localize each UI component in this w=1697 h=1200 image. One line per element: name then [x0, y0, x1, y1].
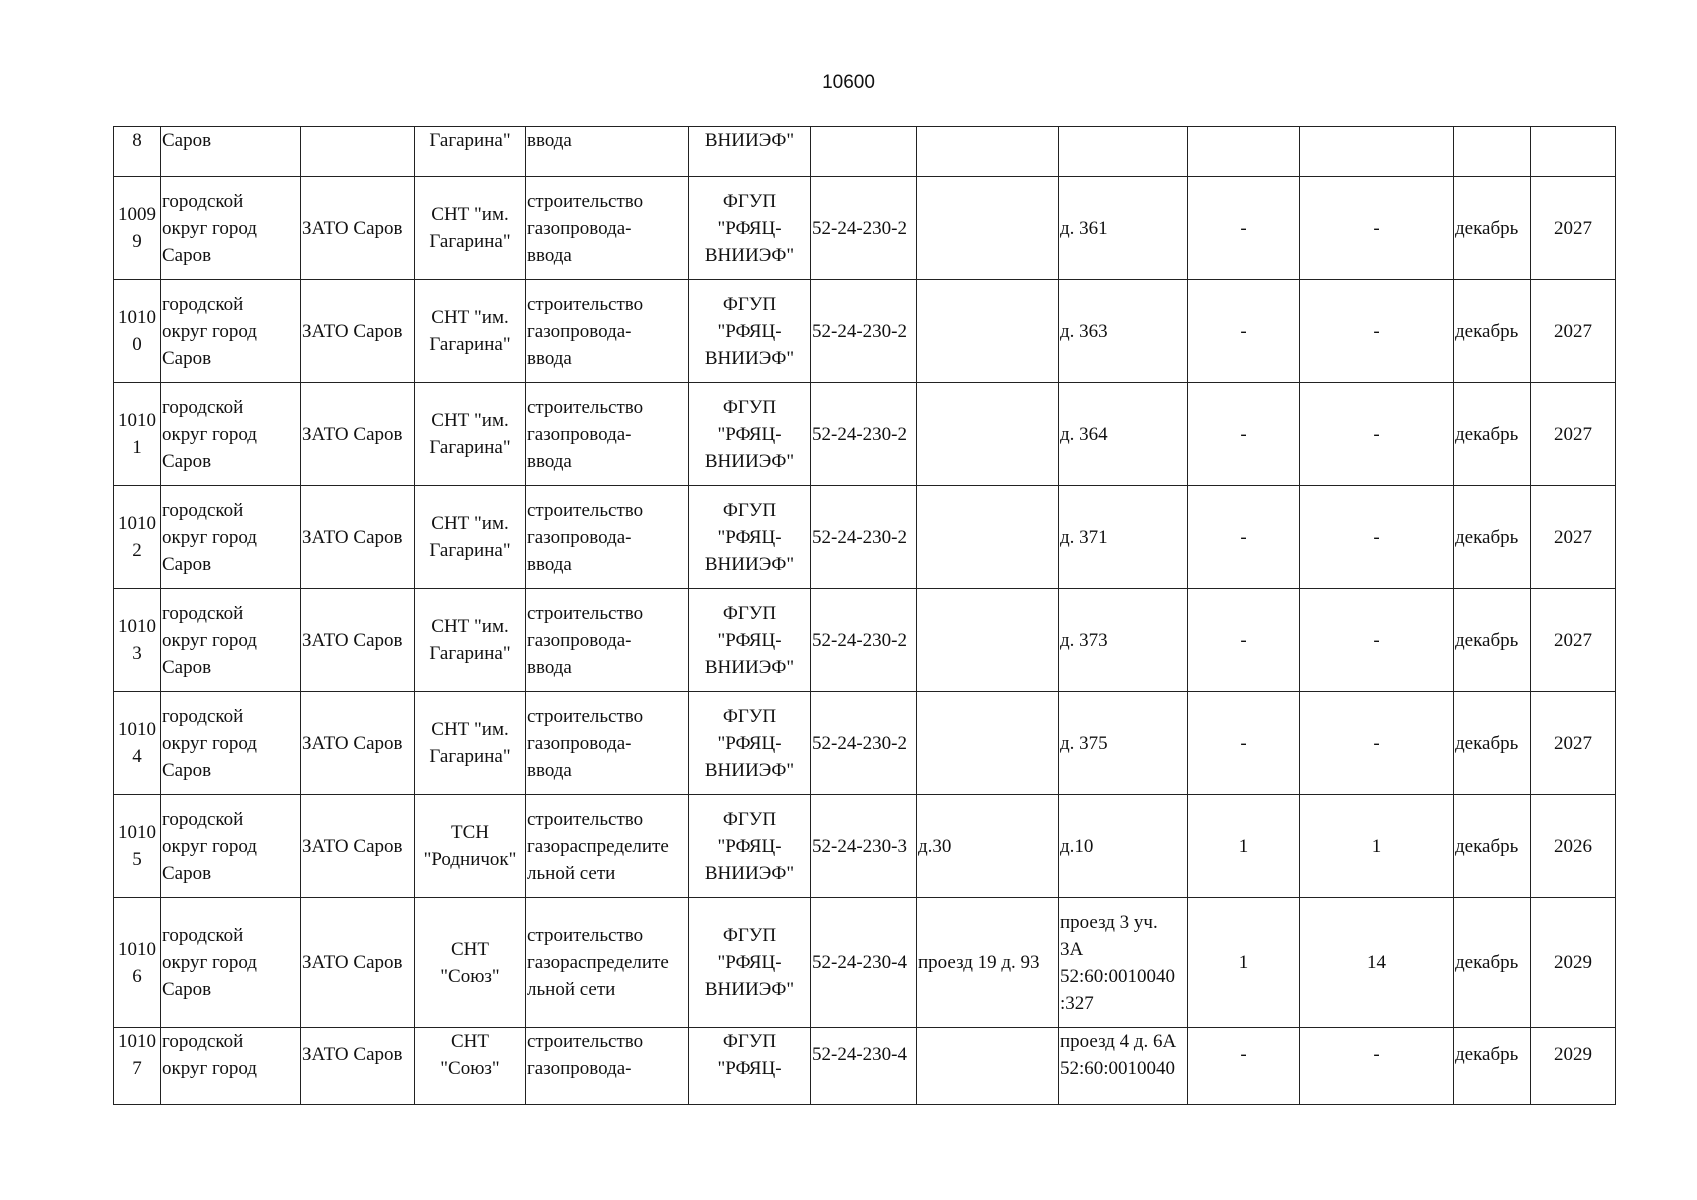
address-from-cell-text [918, 1028, 1057, 1041]
quantity-1-cell-text: - [1240, 1044, 1247, 1065]
row-number-cell [114, 127, 161, 177]
settlement-cell [415, 795, 526, 898]
quantity-2-cell-text: - [1373, 732, 1380, 754]
object-code-cell [811, 280, 917, 383]
quantity-2-cell-text: 1 [1371, 835, 1382, 857]
address-to-cell [1059, 280, 1188, 383]
month-cell [1454, 177, 1531, 280]
row-number-cell [114, 280, 161, 383]
address-to-cell-text: проезд 4 д. 6А 52:60:0010040 [1060, 1031, 1177, 1079]
row-number-cell-text: 10103 [118, 616, 156, 664]
quantity-1-cell-text: - [1240, 732, 1247, 754]
district-cell-text: ЗАТО Саров [302, 952, 403, 973]
year-cell [1531, 692, 1616, 795]
organization-cell-text: ФГУП "РФЯЦ- ВНИИЭФ" [704, 293, 795, 369]
quantity-2-cell-text: - [1373, 217, 1380, 239]
organization-cell [689, 1028, 811, 1105]
month-cell [1454, 383, 1531, 486]
work-type-cell-text: строительство газопровода- ввода [527, 293, 644, 369]
work-type-cell-text: строительство газопровода- ввода [527, 705, 644, 781]
settlement-cell-text: СНТ "Союз" [440, 938, 500, 987]
address-from-cell-text: д.30 [918, 835, 952, 857]
object-code-cell-text: 52-24-230-2 [812, 732, 907, 754]
object-code-cell-text: 52-24-230-4 [812, 1044, 907, 1065]
row-number-cell-text: 10101 [118, 410, 156, 458]
year-cell [1531, 898, 1616, 1028]
work-type-cell [526, 1028, 689, 1105]
row-number-cell [114, 692, 161, 795]
settlement-cell-text: СНТ "им. Гагарина" [429, 513, 511, 561]
object-code-cell [811, 127, 917, 177]
quantity-1-cell-text: - [1240, 629, 1247, 651]
organization-cell [689, 383, 811, 486]
quantity-1-cell [1188, 383, 1300, 486]
year-cell-text: 2027 [1554, 423, 1592, 445]
organization-cell [689, 795, 811, 898]
work-type-cell-text: строительство газопровода- ввода [527, 190, 644, 266]
year-cell-text: 2027 [1554, 217, 1592, 239]
address-to-cell-text: д. 373 [1060, 629, 1108, 651]
organization-cell-text: ФГУП "РФЯЦ- ВНИИЭФ" [704, 602, 795, 678]
year-cell [1531, 280, 1616, 383]
page-number: 10600 [822, 72, 875, 93]
object-code-cell [811, 692, 917, 795]
address-from-cell [917, 692, 1059, 795]
work-type-cell [526, 486, 689, 589]
year-cell [1531, 795, 1616, 898]
construction-schedule-table [113, 126, 1616, 1105]
municipality-cell [161, 280, 301, 383]
quantity-2-cell [1300, 486, 1454, 589]
organization-cell-text: ВНИИЭФ" [704, 130, 795, 151]
row-number-cell-text: 10104 [118, 719, 156, 767]
address-to-cell-text: д. 361 [1060, 217, 1108, 239]
year-cell-text: 2026 [1554, 835, 1592, 857]
object-code-cell [811, 1028, 917, 1105]
row-number-cell-text: 10102 [118, 513, 156, 561]
table-row [114, 1028, 1616, 1105]
object-code-cell [811, 177, 917, 280]
work-type-cell-text: строительство газопровода- ввода [527, 602, 644, 678]
district-cell-text: ЗАТО Саров [302, 835, 403, 857]
row-number-cell-text: 10107 [118, 1031, 156, 1079]
year-cell-text: 2029 [1554, 1044, 1592, 1065]
quantity-1-cell-text: 1 [1238, 835, 1249, 857]
table-row [114, 589, 1616, 692]
address-from-cell [917, 589, 1059, 692]
month-cell-text: декабрь [1455, 629, 1519, 651]
settlement-cell-text: СНТ "им. Гагарина" [429, 204, 511, 252]
address-from-cell [917, 795, 1059, 898]
address-to-cell [1059, 486, 1188, 589]
municipality-cell-text: городской округ город Саров [162, 705, 257, 781]
municipality-cell-text: Саров [162, 130, 212, 151]
table-row [114, 486, 1616, 589]
district-cell-text: ЗАТО Саров [302, 526, 403, 548]
settlement-cell-text: СНТ "им. Гагарина" [429, 307, 511, 355]
table-row [114, 177, 1616, 280]
organization-cell [689, 280, 811, 383]
quantity-2-cell [1300, 280, 1454, 383]
address-from-cell-text: проезд 19 д. 93 [918, 952, 1040, 973]
quantity-2-cell [1300, 589, 1454, 692]
object-code-cell [811, 383, 917, 486]
address-from-cell [917, 177, 1059, 280]
quantity-2-cell [1300, 795, 1454, 898]
organization-cell-text: ФГУП "РФЯЦ- ВНИИЭФ" [704, 396, 795, 472]
quantity-1-cell-text: - [1240, 423, 1247, 445]
quantity-2-cell-text: - [1373, 1044, 1380, 1065]
object-code-cell-text: 52-24-230-2 [812, 320, 907, 342]
quantity-2-cell [1300, 177, 1454, 280]
address-to-cell [1059, 1028, 1188, 1105]
address-to-cell [1059, 795, 1188, 898]
district-cell-text: ЗАТО Саров [302, 629, 403, 651]
municipality-cell [161, 692, 301, 795]
address-from-cell [917, 280, 1059, 383]
month-cell [1454, 898, 1531, 1028]
quantity-2-cell-text: 14 [1367, 952, 1386, 973]
organization-cell-text: ФГУП "РФЯЦ- [717, 1031, 782, 1079]
table-row [114, 898, 1616, 1028]
quantity-1-cell [1188, 127, 1300, 177]
month-cell [1454, 795, 1531, 898]
month-cell [1454, 127, 1531, 177]
district-cell [301, 177, 415, 280]
settlement-cell [415, 127, 526, 177]
quantity-2-cell-text: - [1373, 423, 1380, 445]
month-cell-text: декабрь [1455, 952, 1519, 973]
row-number-cell [114, 177, 161, 280]
district-cell [301, 127, 415, 177]
organization-cell-text: ФГУП "РФЯЦ- ВНИИЭФ" [704, 925, 795, 1000]
district-cell-text: ЗАТО Саров [302, 423, 403, 445]
year-cell [1531, 383, 1616, 486]
year-cell-text: 2027 [1554, 629, 1592, 651]
work-type-cell [526, 177, 689, 280]
municipality-cell [161, 589, 301, 692]
quantity-1-cell [1188, 486, 1300, 589]
quantity-1-cell-text: - [1240, 217, 1247, 239]
address-to-cell [1059, 127, 1188, 177]
settlement-cell [415, 486, 526, 589]
organization-cell [689, 692, 811, 795]
work-type-cell-text: строительство газопровода- ввода [527, 396, 644, 472]
table-row [114, 127, 1616, 177]
year-cell [1531, 177, 1616, 280]
table-row [114, 280, 1616, 383]
work-type-cell [526, 795, 689, 898]
municipality-cell-text: городской округ город Саров [162, 925, 257, 1000]
address-to-cell [1059, 589, 1188, 692]
quantity-1-cell-text: - [1240, 526, 1247, 548]
municipality-cell [161, 177, 301, 280]
object-code-cell-text: 52-24-230-3 [812, 835, 907, 857]
month-cell-text: декабрь [1455, 1044, 1519, 1065]
month-cell [1454, 589, 1531, 692]
quantity-1-cell [1188, 795, 1300, 898]
address-to-cell [1059, 177, 1188, 280]
month-cell-text: декабрь [1455, 320, 1519, 342]
month-cell-text: декабрь [1455, 217, 1519, 239]
municipality-cell-text: городской округ город Саров [162, 808, 257, 884]
address-from-cell [917, 127, 1059, 177]
quantity-2-cell-text: - [1373, 629, 1380, 651]
municipality-cell-text: городской округ город Саров [162, 190, 257, 266]
row-number-cell-text: 10099 [118, 204, 156, 252]
row-number-cell-text: 10106 [118, 938, 156, 987]
address-to-cell-text: д.10 [1060, 835, 1094, 857]
quantity-2-cell-text: - [1373, 320, 1380, 342]
object-code-cell [811, 486, 917, 589]
month-cell [1454, 692, 1531, 795]
organization-cell [689, 177, 811, 280]
year-cell [1531, 486, 1616, 589]
organization-cell [689, 898, 811, 1028]
address-from-cell [917, 898, 1059, 1028]
organization-cell-text: ФГУП "РФЯЦ- ВНИИЭФ" [704, 499, 795, 575]
district-cell [301, 486, 415, 589]
year-cell [1531, 589, 1616, 692]
district-cell [301, 589, 415, 692]
work-type-cell [526, 589, 689, 692]
quantity-1-cell [1188, 898, 1300, 1028]
row-number-cell-text: 10100 [118, 307, 156, 355]
address-to-cell-text: д. 364 [1060, 423, 1108, 445]
quantity-2-cell [1300, 383, 1454, 486]
row-number-cell-text: 8 [132, 130, 142, 151]
object-code-cell [811, 589, 917, 692]
year-cell [1531, 1028, 1616, 1105]
municipality-cell-text: городской округ город Саров [162, 602, 257, 678]
settlement-cell-text: СНТ "им. Гагарина" [429, 410, 511, 458]
object-code-cell-text: 52-24-230-2 [812, 217, 907, 239]
quantity-1-cell [1188, 177, 1300, 280]
object-code-cell-text: 52-24-230-2 [812, 629, 907, 651]
year-cell-text: 2029 [1554, 952, 1592, 973]
quantity-2-cell [1300, 127, 1454, 177]
table-row [114, 383, 1616, 486]
municipality-cell-text: городской округ город Саров [162, 293, 257, 369]
quantity-2-cell [1300, 1028, 1454, 1105]
quantity-1-cell-text: 1 [1238, 952, 1249, 973]
district-cell-text: ЗАТО Саров [302, 732, 403, 754]
object-code-cell-text: 52-24-230-2 [812, 423, 907, 445]
month-cell-text: декабрь [1455, 423, 1519, 445]
settlement-cell [415, 898, 526, 1028]
year-cell [1531, 127, 1616, 177]
quantity-1-cell-text: - [1240, 320, 1247, 342]
address-to-cell [1059, 692, 1188, 795]
address-from-cell [917, 1028, 1059, 1105]
row-number-cell [114, 383, 161, 486]
month-cell-text: декабрь [1455, 526, 1519, 548]
address-to-cell [1059, 383, 1188, 486]
address-to-cell-text: д. 363 [1060, 320, 1108, 342]
quantity-2-cell-text: - [1373, 526, 1380, 548]
organization-cell [689, 486, 811, 589]
district-cell [301, 795, 415, 898]
settlement-cell-text: ТСН "Родничок" [423, 822, 517, 870]
district-cell [301, 383, 415, 486]
organization-cell-text: ФГУП "РФЯЦ- ВНИИЭФ" [704, 808, 795, 884]
organization-cell-text: ФГУП "РФЯЦ- ВНИИЭФ" [704, 190, 795, 266]
quantity-1-cell [1188, 280, 1300, 383]
object-code-cell-text: 52-24-230-4 [812, 952, 907, 973]
work-type-cell [526, 127, 689, 177]
work-type-cell-text: строительство газораспределите льной сети [527, 925, 669, 1000]
work-type-cell-text: строительство газопровода- ввода [527, 499, 644, 575]
district-cell-text: ЗАТО Саров [302, 1044, 403, 1065]
month-cell-text: декабрь [1455, 835, 1519, 857]
year-cell-text: 2027 [1554, 320, 1592, 342]
object-code-cell [811, 898, 917, 1028]
district-cell-text: ЗАТО Саров [302, 217, 403, 239]
settlement-cell-text: Гагарина" [429, 130, 511, 151]
quantity-2-cell [1300, 692, 1454, 795]
municipality-cell [161, 898, 301, 1028]
district-cell [301, 898, 415, 1028]
municipality-cell-text: городской округ город [162, 1031, 257, 1079]
row-number-cell-text: 10105 [118, 822, 156, 870]
municipality-cell [161, 127, 301, 177]
municipality-cell [161, 1028, 301, 1105]
table-row [114, 795, 1616, 898]
table-row [114, 692, 1616, 795]
address-from-cell [917, 486, 1059, 589]
month-cell [1454, 1028, 1531, 1105]
settlement-cell-text: СНТ "им. Гагарина" [429, 719, 511, 767]
address-to-cell-text: проезд 3 уч. 3А 52:60:0010040 :327 [1060, 911, 1176, 1014]
year-cell-text: 2027 [1554, 526, 1592, 548]
row-number-cell [114, 898, 161, 1028]
organization-cell-text: ФГУП "РФЯЦ- ВНИИЭФ" [704, 705, 795, 781]
municipality-cell [161, 383, 301, 486]
table-body [114, 127, 1616, 1105]
address-from-cell [917, 383, 1059, 486]
work-type-cell [526, 383, 689, 486]
quantity-2-cell [1300, 898, 1454, 1028]
organization-cell [689, 589, 811, 692]
settlement-cell [415, 692, 526, 795]
address-to-cell-text: д. 371 [1060, 526, 1108, 548]
municipality-cell [161, 486, 301, 589]
organization-cell [689, 127, 811, 177]
work-type-cell-text: ввода [527, 130, 572, 151]
quantity-1-cell [1188, 1028, 1300, 1105]
address-to-cell-text: д. 375 [1060, 732, 1108, 754]
work-type-cell [526, 692, 689, 795]
work-type-cell-text: строительство газопровода- [527, 1031, 644, 1079]
district-cell [301, 692, 415, 795]
settlement-cell [415, 280, 526, 383]
district-cell-text: ЗАТО Саров [302, 320, 403, 342]
object-code-cell [811, 795, 917, 898]
quantity-1-cell [1188, 589, 1300, 692]
month-cell [1454, 280, 1531, 383]
settlement-cell [415, 177, 526, 280]
settlement-cell [415, 589, 526, 692]
settlement-cell-text: СНТ "им. Гагарина" [429, 616, 511, 664]
year-cell-text: 2027 [1554, 732, 1592, 754]
quantity-1-cell [1188, 692, 1300, 795]
row-number-cell [114, 795, 161, 898]
work-type-cell [526, 898, 689, 1028]
district-cell [301, 1028, 415, 1105]
month-cell [1454, 486, 1531, 589]
row-number-cell [114, 486, 161, 589]
district-cell [301, 280, 415, 383]
municipality-cell [161, 795, 301, 898]
month-cell-text: декабрь [1455, 732, 1519, 754]
municipality-cell-text: городской округ город Саров [162, 499, 257, 575]
object-code-cell-text: 52-24-230-2 [812, 526, 907, 548]
row-number-cell [114, 589, 161, 692]
address-to-cell [1059, 898, 1188, 1028]
settlement-cell [415, 1028, 526, 1105]
municipality-cell-text: городской округ город Саров [162, 396, 257, 472]
work-type-cell [526, 280, 689, 383]
row-number-cell [114, 1028, 161, 1105]
settlement-cell-text: СНТ "Союз" [440, 1031, 500, 1079]
settlement-cell [415, 383, 526, 486]
work-type-cell-text: строительство газораспределите льной сети [527, 808, 669, 884]
